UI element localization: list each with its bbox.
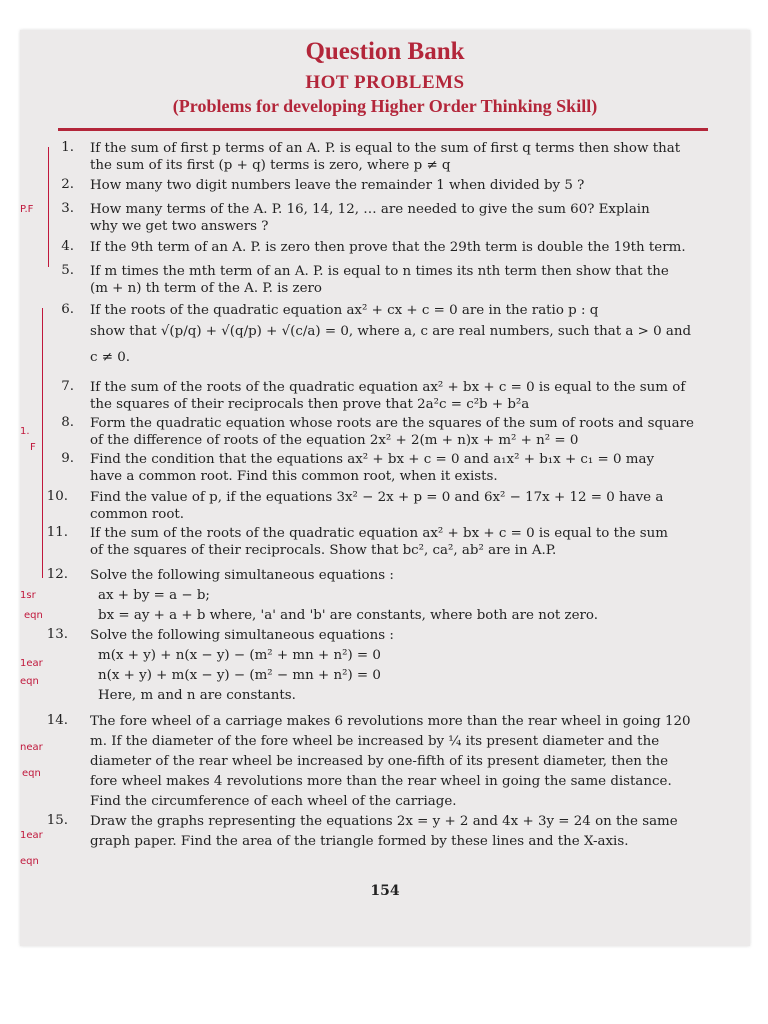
question-text-line: How many terms of the A. P. 16, 14, 12, … are needed to give the sum 60? Explain bbox=[90, 202, 650, 217]
question-text-line: the squares of their reciprocals then prove that 2a²c = c²b + b²a bbox=[90, 397, 530, 412]
question-text-line: If the roots of the quadratic equation ax² + cx + c = 0 are in the ratio p : q bbox=[90, 303, 599, 318]
question-number: 8. bbox=[61, 415, 74, 430]
question-number: 9. bbox=[61, 451, 74, 466]
question-number: 3. bbox=[61, 201, 74, 216]
margin-note: P.F bbox=[20, 204, 34, 215]
margin-note: 1sr bbox=[20, 590, 36, 601]
question-number: 4. bbox=[61, 239, 74, 254]
margin-note: F bbox=[30, 442, 36, 453]
question-number: 14. bbox=[46, 713, 68, 728]
question-text-line: have a common root. Find this common root, when it exists. bbox=[90, 469, 498, 484]
margin-note: eqn bbox=[22, 768, 41, 779]
question-text-line: show that √(p/q) + √(q/p) + √(c/a) = 0, where a, c are real numbers, such that a > 0 and bbox=[90, 324, 692, 339]
margin-note: 1. bbox=[20, 426, 30, 437]
section-title: HOT PROBLEMS bbox=[305, 72, 465, 93]
question-text-line: If the 9th term of an A. P. is zero then prove that the 29th term is double the 19th term. bbox=[90, 240, 686, 255]
question-number: 11. bbox=[46, 525, 68, 540]
question-text-line: ax + by = a − b; bbox=[98, 588, 210, 603]
question-text-line: graph paper. Find the area of the triangle formed by these lines and the X-axis. bbox=[90, 834, 629, 849]
document-page bbox=[20, 30, 750, 946]
question-text-line: Solve the following simultaneous equations : bbox=[90, 568, 394, 583]
question-text-line: The fore wheel of a carriage makes 6 revolutions more than the rear wheel in going 120 bbox=[90, 714, 691, 729]
question-text-line: common root. bbox=[90, 507, 185, 522]
question-text-line: why we get two answers ? bbox=[90, 219, 269, 234]
question-text-line: diameter of the rear wheel be increased by one-fifth of its present diameter, then the bbox=[90, 754, 669, 769]
question-number: 6. bbox=[61, 302, 74, 317]
question-number: 7. bbox=[61, 379, 74, 394]
question-text-line: m(x + y) + n(x − y) − (m² + mn + n²) = 0 bbox=[98, 648, 381, 663]
question-text-line: (m + n) th term of the A. P. is zero bbox=[90, 281, 322, 296]
question-number: 15. bbox=[46, 813, 68, 828]
question-text-line: bx = ay + a + b where, 'a' and 'b' are constants, where both are not zero. bbox=[98, 608, 598, 623]
annotation-bracket bbox=[48, 147, 49, 267]
question-text-line: Form the quadratic equation whose roots are the squares of the sum of roots and square bbox=[90, 416, 694, 431]
margin-note: 1ear bbox=[20, 830, 43, 841]
question-text-line: the sum of its first (p + q) terms is zero, where p ≠ q bbox=[90, 158, 451, 173]
question-number: 5. bbox=[61, 263, 74, 278]
margin-note: eqn bbox=[20, 856, 39, 867]
question-text-line: How many two digit numbers leave the remainder 1 when divided by 5 ? bbox=[90, 178, 585, 193]
question-text-line: Solve the following simultaneous equations : bbox=[90, 628, 394, 643]
question-number: 10. bbox=[46, 489, 68, 504]
question-text-line: Find the condition that the equations ax² + bx + c = 0 and a₁x² + b₁x + c₁ = 0 may bbox=[90, 452, 655, 467]
margin-note: eqn bbox=[24, 610, 43, 621]
margin-note: eqn bbox=[20, 676, 39, 687]
question-text-line: of the difference of roots of the equation 2x² + 2(m + n)x + m² + n² = 0 bbox=[90, 433, 579, 448]
question-text-line: c ≠ 0. bbox=[90, 350, 131, 365]
question-text-line: n(x + y) + m(x − y) − (m² − mn + n²) = 0 bbox=[98, 668, 381, 683]
question-text-line: Find the circumference of each wheel of the carriage. bbox=[90, 794, 457, 809]
question-text-line: If the sum of the roots of the quadratic equation ax² + bx + c = 0 is equal to the sum of bbox=[90, 380, 686, 395]
margin-note: near bbox=[20, 742, 43, 753]
question-text-line: Draw the graphs representing the equations 2x = y + 2 and 4x + 3y = 24 on the same bbox=[90, 814, 678, 829]
question-number: 1. bbox=[61, 140, 74, 155]
question-number: 12. bbox=[46, 567, 68, 582]
page-title: Question Bank bbox=[305, 38, 465, 65]
question-text-line: If the sum of first p terms of an A. P. is equal to the sum of first q terms then show that bbox=[90, 141, 681, 156]
question-text-line: m. If the diameter of the fore wheel be increased by ¼ its present diameter and the bbox=[90, 734, 660, 749]
question-number: 2. bbox=[61, 177, 74, 192]
annotation-bracket bbox=[42, 308, 43, 578]
question-text-line: Here, m and n are constants. bbox=[98, 688, 296, 703]
margin-note: 1ear bbox=[20, 658, 43, 669]
question-text-line: fore wheel makes 4 revolutions more than the rear wheel in going the same distance. bbox=[90, 774, 672, 789]
question-number: 13. bbox=[46, 627, 68, 642]
question-text-line: Find the value of p, if the equations 3x² − 2x + p = 0 and 6x² − 17x + 12 = 0 have a bbox=[90, 490, 664, 505]
page-number: 154 bbox=[370, 883, 400, 899]
question-text-line: of the squares of their reciprocals. Show that bc², ca², ab² are in A.P. bbox=[90, 543, 557, 558]
section-caption: (Problems for developing Higher Order Thinking Skill) bbox=[172, 96, 598, 116]
title-divider bbox=[58, 128, 708, 131]
question-text-line: If the sum of the roots of the quadratic equation ax² + bx + c = 0 is equal to the sum bbox=[90, 526, 668, 541]
question-text-line: If m times the mth term of an A. P. is equal to n times its nth term then show that the bbox=[90, 264, 669, 279]
